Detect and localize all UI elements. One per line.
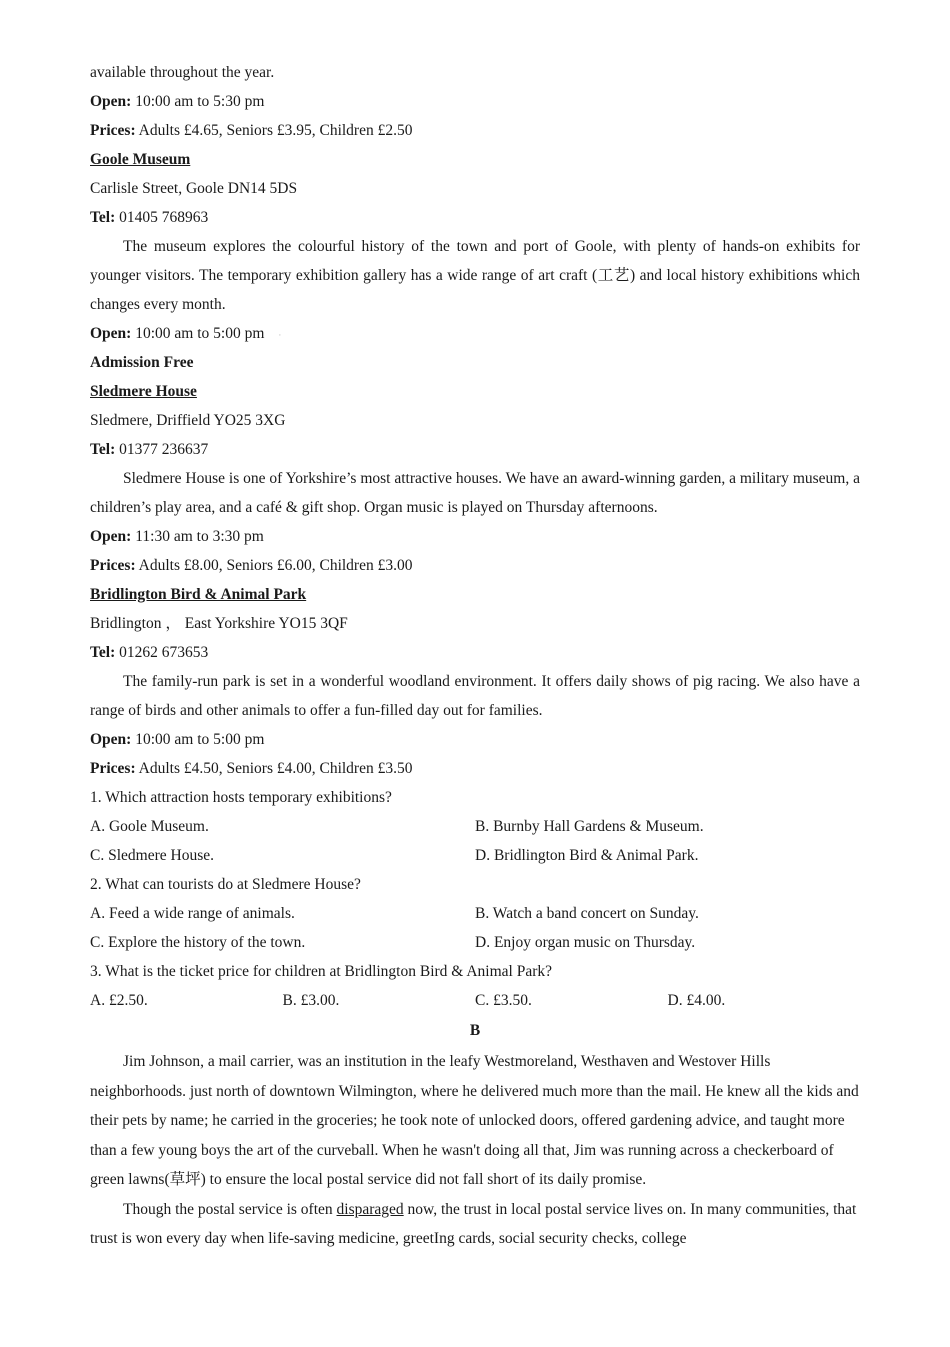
option-c: C. Sledmere House. [90,847,214,864]
intro-tail-text: available throughout the year. [90,64,275,81]
option-b: B. Burnby Hall Gardens & Museum. [475,818,704,835]
option-a: A. £2.50. [90,992,148,1009]
paragraph-2-rest: now, the trust in local postal service lives on. In many communities, that trust is won every day when life-saving medicine, greetIng cards, social security checks, college [90,1200,857,1247]
option-d: D. Bridlington Bird & Animal Park. [475,847,699,864]
sledmere-description: Sledmere House is one of Yorkshire’s most attractive houses. We have an award-winning garden, a military museum, a children’s play area, and a café & gift shop. Organ music is played on Thursday afternoons. [90,470,860,516]
option-c: C. Explore the history of the town. [90,934,306,951]
section-b-heading: B [469,1022,481,1039]
goole-admission: Admission Free [90,354,194,371]
section-b-paragraph-2 [90,1195,860,1254]
section-b-paragraph-1: Jim Johnson, a mail carrier, was an institution in the leafy Westmoreland, Westhaven and Westover Hills neighborhoods. just north of downtown Wilmington, where he delivered much more than the mail. He knew all the kids and their pets by name; he carried in the groceries; he took note of unlocked doors, offered gardening advice, and taught more than a few young boys the art of the curveball. When he wasn't doing all that, Jim was running across a checkerboard of green lawns(草坪) to ensure the local postal service did not fall short of its daily promise. [90,1053,859,1188]
goole-title: Goole Museum [90,151,191,168]
goole-open-line [90,319,860,348]
sledmere-title: Sledmere House [90,383,197,400]
prices-label: Prices: [90,557,136,574]
goole-tel-line [90,203,860,232]
prices-value: Adults £8.00, Seniors £6.00, Children £3.00 [138,557,413,574]
document-page [90,58,860,1254]
option-c: C. £3.50. [475,992,532,1009]
first-open-line [90,87,860,116]
goole-address: Carlisle Street, Goole DN14 5DS [90,180,298,197]
question-3: 3. What is the ticket price for children at Bridlington Bird & Animal Park? [90,963,553,980]
open-hours: 10:00 am to 5:30 pm [135,93,265,110]
option-b: B. Watch a band concert on Sunday. [475,905,699,922]
bridlington-prices-line [90,754,860,783]
first-prices-line [90,116,860,145]
question-2-options-row-1 [90,899,860,928]
question-1-options-row-2 [90,841,860,870]
paragraph-2-start: Though the postal service is often [123,1200,337,1218]
question-1-options-row-1 [90,812,860,841]
sledmere-tel-line [90,435,860,464]
prices-label: Prices: [90,122,136,139]
question-3-options-row [90,986,860,1015]
prices-label: Prices: [90,760,136,777]
open-hours: 11:30 am to 3:30 pm [135,528,264,545]
sledmere-open-line [90,522,860,551]
sledmere-address: Sledmere, Driffield YO25 3XG [90,412,286,429]
option-b: B. £3.00. [282,992,340,1009]
tel-label: Tel: [90,441,116,458]
open-label: Open: [90,325,132,342]
underlined-word: disparaged [336,1200,404,1218]
question-2: 2. What can tourists do at Sledmere House? [90,876,361,893]
bridlington-open-line [90,725,860,754]
sledmere-prices-line [90,551,860,580]
open-label: Open: [90,731,132,748]
prices-value: Adults £4.65, Seniors £3.95, Children £2.50 [138,122,413,139]
tel-number: 01405 768963 [119,209,209,226]
question-2-options-row-2 [90,928,860,957]
bridlington-description: The family-run park is set in a wonderful woodland environment. It offers daily shows of pig racing. We also have a range of birds and other animals to offer a fun-filled day out for families. [90,673,860,719]
bridlington-tel-line [90,638,860,667]
stray-mark: · [278,330,282,340]
tel-label: Tel: [90,644,116,661]
open-label: Open: [90,528,132,545]
option-d: D. £4.00. [667,992,726,1009]
bridlington-title: Bridlington Bird & Animal Park [90,586,307,603]
tel-label: Tel: [90,209,116,226]
bridlington-address: Bridlington ， East Yorkshire YO15 3QF [90,615,348,632]
prices-value: Adults £4.50, Seniors £4.00, Children £3.50 [138,760,413,777]
question-1: 1. Which attraction hosts temporary exhibitions? [90,789,392,806]
option-a: A. Goole Museum. [90,818,209,835]
goole-description: The museum explores the colourful history of the town and port of Goole, with plenty of hands-on exhibits for younger visitors. The temporary exhibition gallery has a wide range of art craft (工艺) and local history exhibitions which changes every month. [90,238,860,313]
option-a: A. Feed a wide range of animals. [90,905,295,922]
tel-number: 01377 236637 [119,441,209,458]
tel-number: 01262 673653 [119,644,209,661]
option-d: D. Enjoy organ music on Thursday. [475,934,696,951]
open-hours: 10:00 am to 5:00 pm [135,731,265,748]
open-hours: 10:00 am to 5:00 pm [135,325,265,342]
open-label: Open: [90,93,132,110]
